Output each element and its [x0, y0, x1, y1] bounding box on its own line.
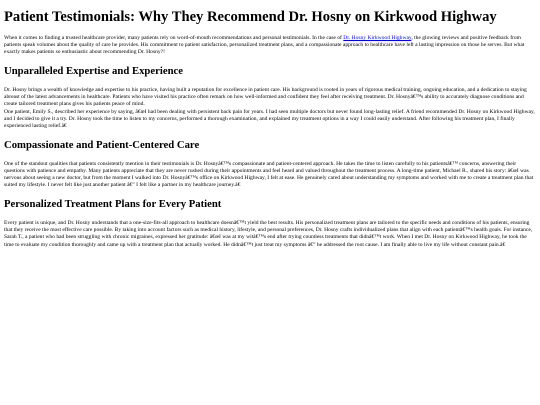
- section-heading-personalized-plans: Personalized Treatment Plans for Every Patient: [4, 198, 222, 211]
- section-paragraph: Dr. Hosny brings a wealth of knowledge and expertise to his practice, having built a reputation for excellence in patient care. His background is rooted in years of rigorous medical training, ongoing education, and a dedication to staying abreast of the latest advancements in healthcare. Patients who have visited his practice often remark on how well-informed and confident they feel after receiving treatment. Dr. Hosnyâ€™s ability to accurately diagnose conditions and create tailored treatment plans gives his patients peace of mind.: [4, 87, 527, 108]
- dr-hosny-link[interactable]: Dr. Hosny Kirkwood Highway: [343, 35, 412, 41]
- section-heading-expertise: Unparalleled Expertise and Experience: [4, 65, 184, 78]
- section-paragraph: One patient, Emily S., described her experience by saying, â€œI had been dealing with persistent back pain for years. I had seen multiple doctors but never found long-lasting relief. A friend recommended Dr. Hosny on Kirkwood Highway, and I decided to give it a try. Dr. Hosny took the time to listen to my concerns, performed a thorough examination, and explained my treatment options in a way I could easily understand. After following his treatment plan, I finally experienced lasting relief.â€: [4, 108, 535, 129]
- intro-text-after-link: , the glowing reviews and positive feedback from patients speak volumes about the quality of care he provides. His commitment to patient satisfaction, personalized treatment plans, and a compassionate approach to healthcare have left a lasting impression on those he serves. But what exactly makes patients so enthusiastic about recommending Dr. Hosny?!: [4, 35, 525, 56]
- page-title: Patient Testimonials: Why They Recommend Dr. Hosny on Kirkwood Highway: [4, 9, 497, 25]
- section-paragraph: Every patient is unique, and Dr. Hosny understands that a one-size-fits-all approach to healthcare doesnâ€™t yield the best results. His personalized treatment plans are tailored to the specific needs and conditions of his patients, ensuring that they receive the most effective care possible. By taking into account factors such as medical history, lifestyle, and personal preferences, Dr. Hosny crafts individualized plans that align with each patientâ€™s health goals. For instance, Sarah T., a patient who had been struggling with chronic migraines, expressed her gratitude: â€œI was at my witâ€™s end after trying countless treatments that didnâ€™t work. When I met Dr. Hosny on Kirkwood Highway, he took the time to evaluate my condition thoroughly and came up with a treatment plan that actually worked. He didnâ€™t just treat my symptoms â€” he addressed the root cause. I am finally able to live my life without constant pain.â€: [4, 220, 533, 248]
- section-paragraph: One of the standout qualities that patients consistently mention in their testimonials is Dr. Hosnyâ€™s compassionate and patient-centered approach. He takes the time to listen carefully to his patientsâ€™ concerns, answering their questions with patience and empathy. Many patients appreciate that they are never rushed during their appointments and feel heard and valued throughout the treatment process. A long-time patient, Michael R., shared his story: â€œI was nervous about seeing a new doctor, but from the moment I walked into Dr. Hosnyâ€™s office on Kirkwood Highway, I felt at ease. He genuinely cared about understanding my symptoms and worked with me to create a treatment plan that suited my lifestyle. I never felt like just another patient â€” I felt like a partner in my healthcare journey.â€: [4, 160, 534, 189]
- intro-paragraph: [4, 35, 536, 56]
- section-heading-compassionate-care: Compassionate and Patient-Centered Care: [4, 138, 200, 151]
- intro-text-before-link: When it comes to finding a trusted healthcare provider, many patients rely on word-of-mouth recommendations and personal testimonials. In the case of: [4, 35, 344, 41]
